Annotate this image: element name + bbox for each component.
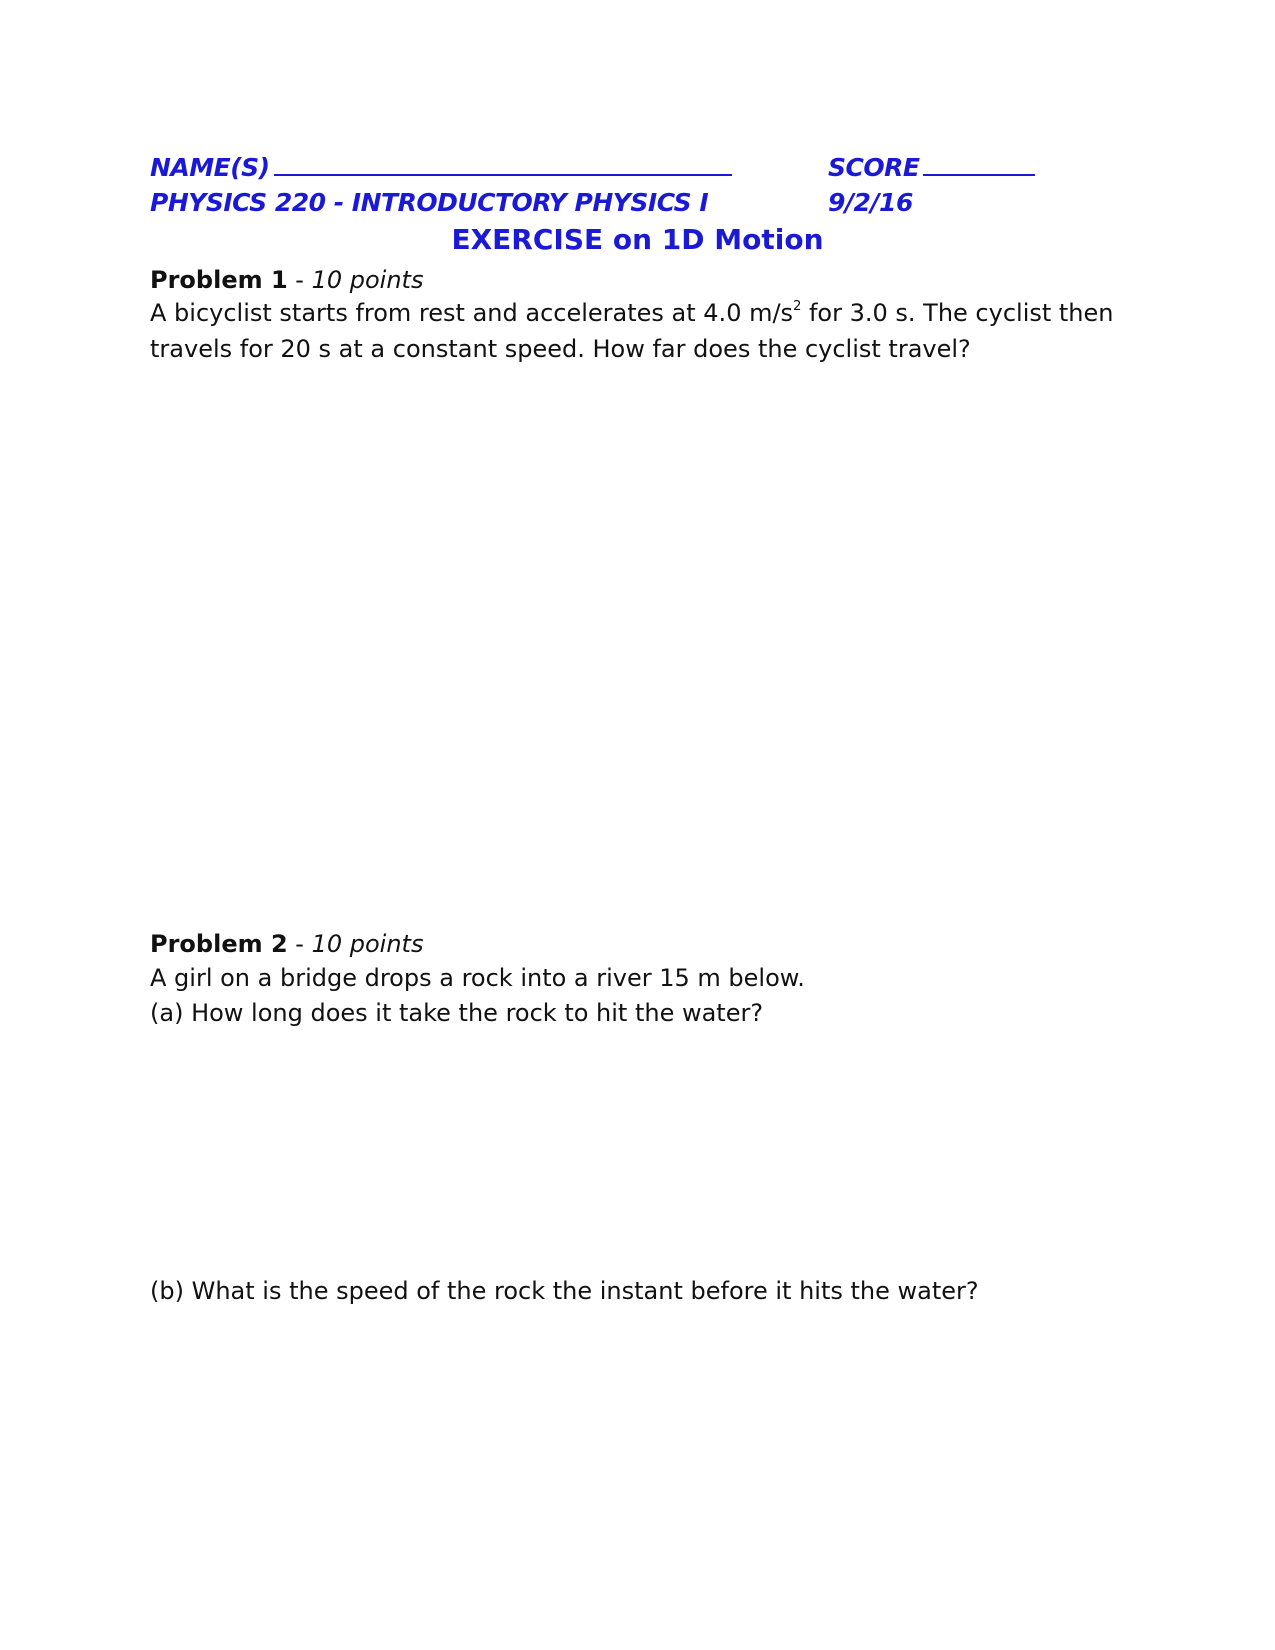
problem-1-text-b: for 3.0 s. The cyclist then <box>801 299 1114 327</box>
problem-1-text-a: A bicyclist starts from rest and accelerates at 4.0 m/s <box>150 299 794 327</box>
page-title: EXERCISE on 1D Motion <box>451 223 824 256</box>
name-label: NAME(S) <box>150 153 270 182</box>
problem-1-points: 10 points <box>311 266 424 294</box>
problem-2-separator: - <box>287 930 312 958</box>
course-title: PHYSICS 220 - INTRODUCTORY PHYSICS I <box>150 188 709 217</box>
problem-2-points: 10 points <box>311 930 424 958</box>
score-field-row <box>828 155 1035 180</box>
score-label: SCORE <box>828 153 920 182</box>
score-blank-line[interactable] <box>923 172 1035 176</box>
name-field-row <box>150 155 732 180</box>
problem-2-heading <box>150 932 423 956</box>
problem-1-heading <box>150 268 423 292</box>
problem-2-part-b: (b) What is the speed of the rock the instant before it hits the water? <box>150 1277 979 1305</box>
problem-1-exponent: 2 <box>793 299 802 314</box>
problem-2-part-a: (a) How long does it take the rock to hit the water? <box>150 999 764 1027</box>
problem-1-text-line-2: travels for 20 s at a constant speed. How far does the cyclist travel? <box>150 335 971 363</box>
exercise-date: 9/2/16 <box>828 188 913 217</box>
problem-1-text-line-1 <box>150 295 1114 331</box>
problem-2-label: Problem 2 <box>150 930 288 958</box>
problem-2-text-line-1: A girl on a bridge drops a rock into a river 15 m below. <box>150 964 805 992</box>
problem-1-separator: - <box>287 266 312 294</box>
name-blank-line[interactable] <box>274 172 732 176</box>
problem-1-label: Problem 1 <box>150 266 288 294</box>
